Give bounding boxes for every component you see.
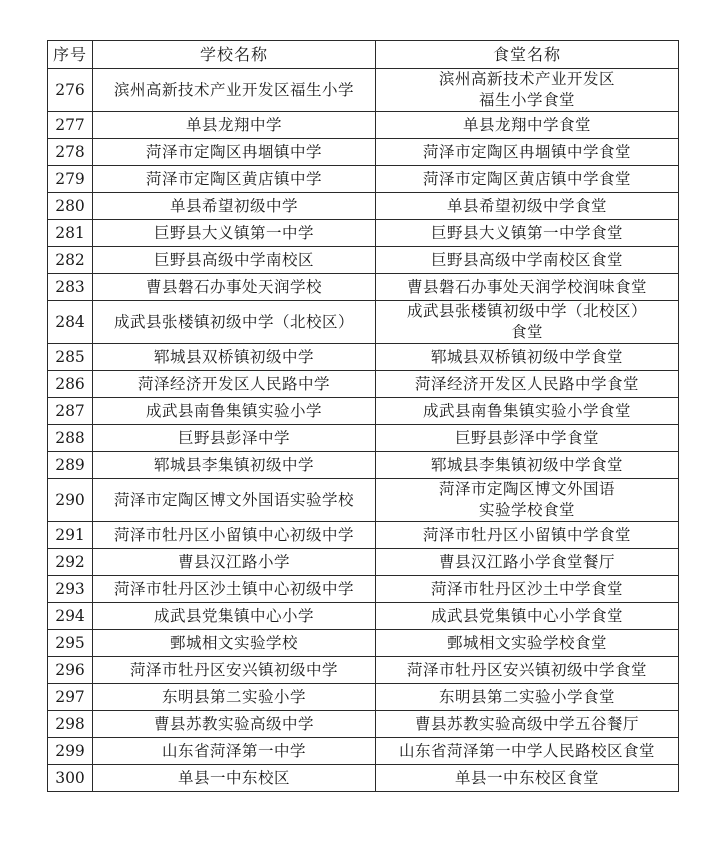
table-row xyxy=(48,603,679,630)
school-name-cell: 成武县张楼镇初级中学（北校区） xyxy=(93,301,376,344)
canteen-name-line: 山东省菏泽第一中学人民路校区食堂 xyxy=(398,741,655,760)
canteen-name-line: 菏泽市定陶区冉堌镇中学食堂 xyxy=(422,142,631,161)
table-row xyxy=(48,166,679,193)
canteen-name-line: 菏泽市牡丹区沙土中学食堂 xyxy=(430,579,623,598)
canteen-name-line: 菏泽经济开发区人民路中学食堂 xyxy=(414,374,639,393)
table-row xyxy=(48,247,679,274)
canteen-list-sheet xyxy=(47,40,678,792)
serial-number-cell: 277 xyxy=(48,112,93,139)
canteen-name-cell xyxy=(376,711,679,738)
canteen-name-line: 巨野县大义镇第一中学食堂 xyxy=(430,223,623,242)
canteen-name-line: 鄄城相文实验学校食堂 xyxy=(446,633,607,652)
canteen-name-cell xyxy=(376,371,679,398)
school-name-cell: 曹县磐石办事处天润学校 xyxy=(93,274,376,301)
table-row xyxy=(48,193,679,220)
table-row xyxy=(48,112,679,139)
table-row xyxy=(48,398,679,425)
table-row xyxy=(48,522,679,549)
table-row xyxy=(48,371,679,398)
canteen-name-cell xyxy=(376,657,679,684)
table-body xyxy=(48,69,679,792)
serial-number-cell: 290 xyxy=(48,479,93,522)
school-name-cell: 曹县汉江路小学 xyxy=(93,549,376,576)
school-name-cell: 滨州高新技术产业开发区福生小学 xyxy=(93,69,376,112)
canteen-name-line: 滨州高新技术产业开发区 xyxy=(438,70,615,88)
serial-number-cell: 288 xyxy=(48,425,93,452)
serial-number-cell: 280 xyxy=(48,193,93,220)
serial-number-cell: 299 xyxy=(48,738,93,765)
table-row xyxy=(48,452,679,479)
serial-number-cell: 298 xyxy=(48,711,93,738)
header-school-name: 学校名称 xyxy=(93,41,376,69)
serial-number-cell: 284 xyxy=(48,301,93,344)
serial-number-cell: 297 xyxy=(48,684,93,711)
serial-number-cell: 294 xyxy=(48,603,93,630)
canteen-name-line: 菏泽市定陶区黄店镇中学食堂 xyxy=(422,169,631,188)
serial-number-cell: 281 xyxy=(48,220,93,247)
school-name-cell: 菏泽市定陶区博文外国语实验学校 xyxy=(93,479,376,522)
canteen-name-line: 巨野县高级中学南校区食堂 xyxy=(430,250,623,269)
table-row xyxy=(48,274,679,301)
canteen-name-line: 成武县南鲁集镇实验小学食堂 xyxy=(422,401,631,420)
canteen-name-cell xyxy=(376,247,679,274)
canteen-name-cell xyxy=(376,738,679,765)
serial-number-cell: 286 xyxy=(48,371,93,398)
school-name-cell: 曹县苏教实验高级中学 xyxy=(93,711,376,738)
canteen-name-cell xyxy=(376,139,679,166)
canteen-name-line: 曹县汉江路小学食堂餐厅 xyxy=(438,552,615,571)
canteen-name-cell xyxy=(376,425,679,452)
serial-number-cell: 295 xyxy=(48,630,93,657)
school-name-cell: 菏泽市定陶区黄店镇中学 xyxy=(93,166,376,193)
table-row xyxy=(48,220,679,247)
canteen-name-line: 郓城县李集镇初级中学食堂 xyxy=(430,455,623,474)
canteen-name-line: 巨野县彭泽中学食堂 xyxy=(454,428,599,447)
canteen-name-cell xyxy=(376,603,679,630)
serial-number-cell: 276 xyxy=(48,69,93,112)
table-row xyxy=(48,301,679,344)
canteen-name-line: 单县龙翔中学食堂 xyxy=(462,115,591,134)
school-name-cell: 菏泽市牡丹区沙土镇中心初级中学 xyxy=(93,576,376,603)
school-name-cell: 菏泽经济开发区人民路中学 xyxy=(93,371,376,398)
canteen-name-cell xyxy=(376,112,679,139)
table-row xyxy=(48,684,679,711)
canteen-name-line: 菏泽市牡丹区小留镇中学食堂 xyxy=(422,525,631,544)
canteen-name-cell xyxy=(376,344,679,371)
serial-number-cell: 293 xyxy=(48,576,93,603)
school-name-cell: 东明县第二实验小学 xyxy=(93,684,376,711)
school-name-cell: 菏泽市定陶区冉堌镇中学 xyxy=(93,139,376,166)
canteen-name-cell xyxy=(376,398,679,425)
table-row xyxy=(48,479,679,522)
header-canteen-name: 食堂名称 xyxy=(376,41,679,69)
table-row xyxy=(48,344,679,371)
canteen-name-line: 曹县磐石办事处天润学校润味食堂 xyxy=(406,277,647,296)
canteen-name-line: 食堂 xyxy=(510,323,543,341)
school-canteen-table xyxy=(47,40,679,792)
canteen-name-line: 菏泽市定陶区博文外国语 xyxy=(438,480,615,498)
serial-number-cell: 278 xyxy=(48,139,93,166)
serial-number-cell: 291 xyxy=(48,522,93,549)
school-name-cell: 单县龙翔中学 xyxy=(93,112,376,139)
school-name-cell: 单县一中东校区 xyxy=(93,765,376,792)
canteen-name-cell xyxy=(376,576,679,603)
school-name-cell: 鄄城相文实验学校 xyxy=(93,630,376,657)
serial-number-cell: 282 xyxy=(48,247,93,274)
table-row xyxy=(48,139,679,166)
school-name-cell: 山东省菏泽第一中学 xyxy=(93,738,376,765)
canteen-name-cell xyxy=(376,684,679,711)
canteen-name-cell xyxy=(376,301,679,344)
table-row xyxy=(48,549,679,576)
serial-number-cell: 285 xyxy=(48,344,93,371)
canteen-name-cell xyxy=(376,522,679,549)
canteen-name-cell xyxy=(376,452,679,479)
canteen-name-cell xyxy=(376,479,679,522)
canteen-name-cell xyxy=(376,193,679,220)
serial-number-cell: 287 xyxy=(48,398,93,425)
school-name-cell: 郓城县双桥镇初级中学 xyxy=(93,344,376,371)
canteen-name-cell xyxy=(376,630,679,657)
canteen-name-line: 单县希望初级中学食堂 xyxy=(446,196,607,215)
canteen-name-cell xyxy=(376,166,679,193)
canteen-name-cell xyxy=(376,765,679,792)
school-name-cell: 单县希望初级中学 xyxy=(93,193,376,220)
canteen-name-line: 福生小学食堂 xyxy=(478,91,575,109)
serial-number-cell: 292 xyxy=(48,549,93,576)
school-name-cell: 巨野县高级中学南校区 xyxy=(93,247,376,274)
table-row xyxy=(48,425,679,452)
serial-number-cell: 289 xyxy=(48,452,93,479)
table-row xyxy=(48,69,679,112)
canteen-name-line: 单县一中东校区食堂 xyxy=(454,768,599,787)
canteen-name-line: 菏泽市牡丹区安兴镇初级中学食堂 xyxy=(406,660,647,679)
school-name-cell: 巨野县彭泽中学 xyxy=(93,425,376,452)
school-name-cell: 巨野县大义镇第一中学 xyxy=(93,220,376,247)
canteen-name-cell xyxy=(376,274,679,301)
school-name-cell: 菏泽市牡丹区安兴镇初级中学 xyxy=(93,657,376,684)
table-row xyxy=(48,738,679,765)
table-row xyxy=(48,711,679,738)
canteen-name-cell xyxy=(376,220,679,247)
serial-number-cell: 283 xyxy=(48,274,93,301)
serial-number-cell: 296 xyxy=(48,657,93,684)
canteen-name-line: 曹县苏教实验高级中学五谷餐厅 xyxy=(414,714,639,733)
table-row xyxy=(48,657,679,684)
canteen-name-cell xyxy=(376,549,679,576)
table-row xyxy=(48,630,679,657)
serial-number-cell: 279 xyxy=(48,166,93,193)
school-name-cell: 成武县党集镇中心小学 xyxy=(93,603,376,630)
canteen-name-line: 东明县第二实验小学食堂 xyxy=(438,687,615,706)
table-row xyxy=(48,576,679,603)
serial-number-cell: 300 xyxy=(48,765,93,792)
canteen-name-line: 实验学校食堂 xyxy=(478,501,575,519)
canteen-name-cell xyxy=(376,69,679,112)
canteen-name-line: 成武县张楼镇初级中学（北校区） xyxy=(406,302,647,320)
canteen-name-line: 成武县党集镇中心小学食堂 xyxy=(430,606,623,625)
school-name-cell: 郓城县李集镇初级中学 xyxy=(93,452,376,479)
school-name-cell: 菏泽市牡丹区小留镇中心初级中学 xyxy=(93,522,376,549)
header-serial-number: 序号 xyxy=(48,41,93,69)
table-header-row xyxy=(48,41,679,69)
canteen-name-line: 郓城县双桥镇初级中学食堂 xyxy=(430,347,623,366)
school-name-cell: 成武县南鲁集镇实验小学 xyxy=(93,398,376,425)
table-row xyxy=(48,765,679,792)
